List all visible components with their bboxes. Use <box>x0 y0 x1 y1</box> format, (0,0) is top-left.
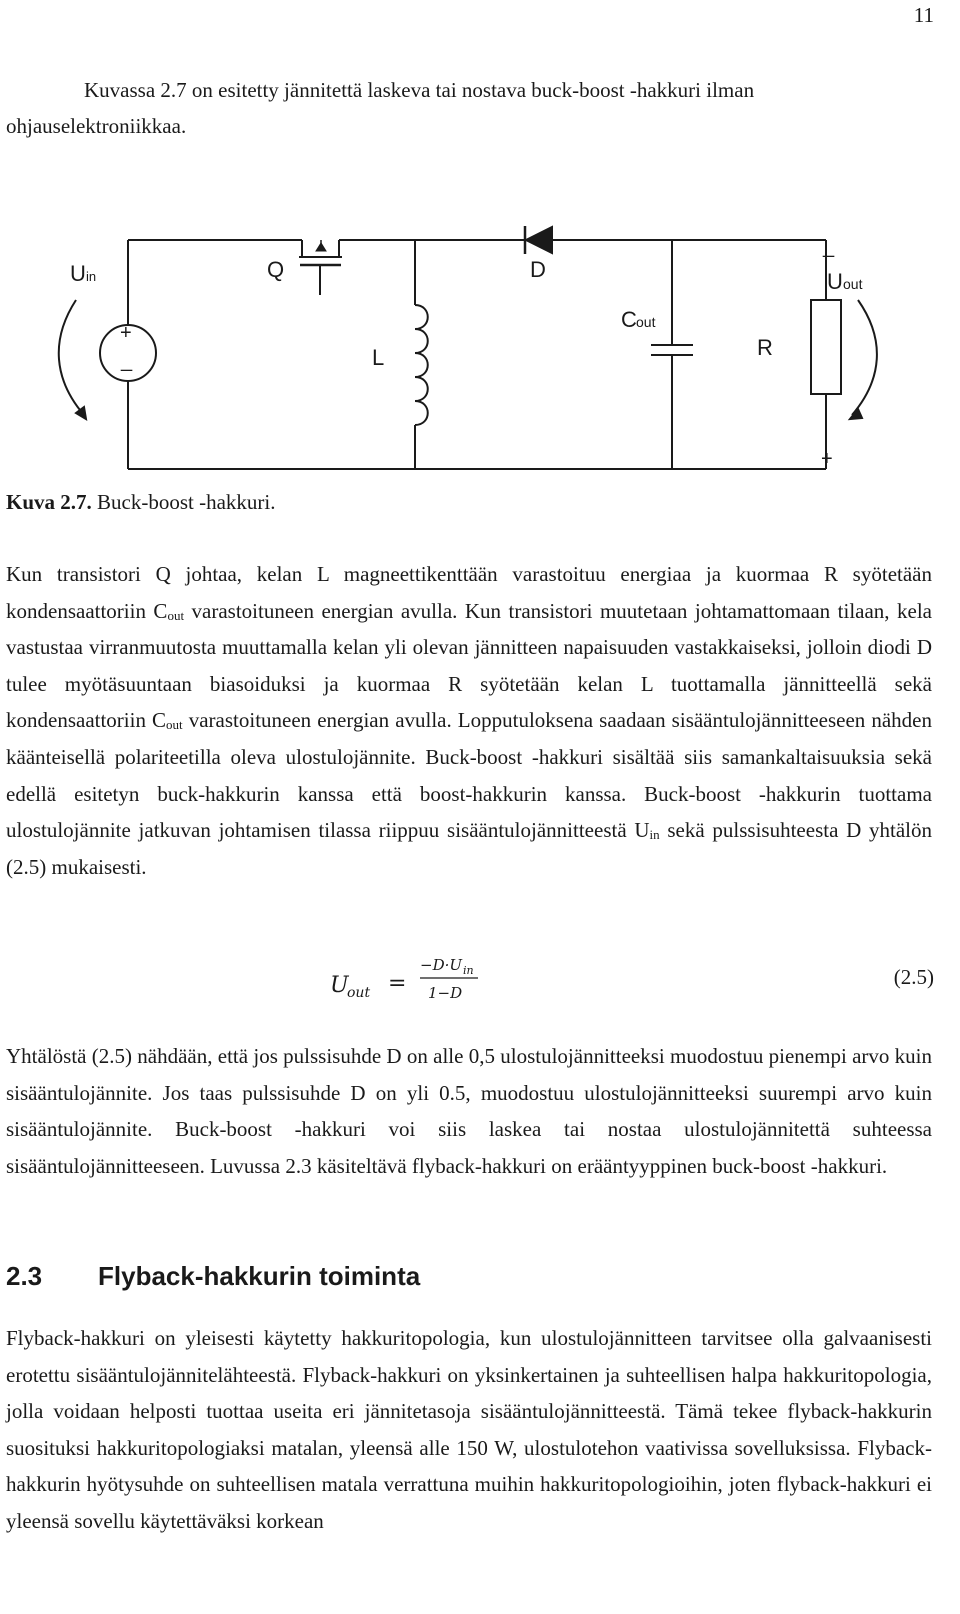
para1-text-1: Kun transistori Q johtaa, kelan L magneettikenttään varastoituu energiaa ja kuormaa R syötetään kondensaattoriin C <box>6 562 932 623</box>
equation-equals: = <box>388 971 407 996</box>
equation-lhs: U <box>330 973 349 998</box>
label-d: D <box>530 257 546 282</box>
para1-text-4: sekä pulssisuhteesta D yhtälön (2.5) mukaisesti. <box>6 818 932 879</box>
section-title: Flyback-hakkurin toiminta <box>98 1261 421 1291</box>
para1-sub-2: out <box>166 717 183 733</box>
intro-text: Kuvassa 2.7 on esitetty jännitettä laskeva tai nostava buck-boost -hakkuri ilman ohjauselektroniikkaa. <box>6 78 755 138</box>
inductor-l-symbol <box>415 240 428 469</box>
body-paragraph-2: Yhtälöstä (2.5) nähdään, että jos pulssisuhde D on alle 0,5 ulostulojännitteeksi muodostuu pienempi arvo kuin sisääntulojännite. Jos taas pulssisuhde D on yli 0.5, muodostuu ulostulojännitteeksi suurempi arvo kuin sisääntulojännite. Buck-boost -hakkuri voi siis laskea tai nostaa ulostulojännitettä suhteessa sisääntulojännitteeseen. Luvussa 2.3 käsiteltävä flyback-hakkuri on erääntyyppinen buck-boost -hakkuri. <box>6 1044 932 1178</box>
figure-caption <box>6 484 276 520</box>
label-u-out-sub: out <box>843 276 863 292</box>
label-q: Q <box>267 257 285 282</box>
body-paragraph-3: Flyback-hakkuri on yleisesti käytetty hakkuritopologia, kun ulostulojännitteen tarvitsee olla galvaanisesti erotettu sisääntulojännitelähteestä. Flyback-hakkuri on yksinkertainen ja suhteellisen halpa hakkuritopologia, jolla voidaan helposti tuottaa useita eri jännitetasoja sisääntulojännitteestä. Tämä tekee flyback-hakkurin suosituksi hakkuritopologiaksi matalan, yleensä alle 150 W, ulostulotehon vaativissa sovelluksissa. Flyback-hakkurin hyötysuhde on suhteellisen matala verrattuna muihin hakkuritopologioihin, joten flyback-hakkuri ei yleensä sovellu käytettäväksi korkean <box>6 1326 932 1533</box>
body-paragraph-1 <box>6 556 932 885</box>
para1-text-2: varastoituneen energian avulla. Kun transistori muutetaan johtamattomaan tilaan, kela vastustaa virranmuutosta muuttamalla kelan yli olevan jännitteen napaisuuden vastakkaiseksi, jolloin diodi D tulee myötäsuuntaan biasoiduksi ja kuormaa R syötetään kelan L tuottamalla jännitteellä sekä kondensaattoriin C <box>6 598 932 733</box>
equation-numerator-sub: in <box>463 964 474 977</box>
label-u-out: U <box>827 269 843 294</box>
label-source-minus: _ <box>121 350 133 372</box>
equation-svg <box>0 950 960 1010</box>
resistor-r-symbol <box>811 300 841 394</box>
label-c-out-sub: out <box>636 314 656 330</box>
label-c-out: C <box>621 307 637 332</box>
equation-2-5 <box>0 950 960 1010</box>
label-r: R <box>757 335 773 360</box>
section-number: 2.3 <box>6 1261 43 1291</box>
para1-sub-1: out <box>167 607 185 623</box>
output-voltage-arrow-icon <box>850 300 877 419</box>
caption-label: Kuva 2.7. <box>6 490 92 514</box>
label-source-plus: + <box>120 322 132 344</box>
equation-number: (2.5) <box>893 965 934 989</box>
capacitor-cout-symbol <box>651 240 693 469</box>
circuit-diagram <box>40 215 920 490</box>
section-heading <box>6 1258 420 1294</box>
page-number: 11 <box>913 3 934 27</box>
equation-denominator: 1−D <box>428 984 463 1002</box>
buck-boost-circuit-figure <box>40 215 920 490</box>
para1-text-3: varastoituneen energian avulla. Lopputuloksena saadaan sisääntulojännitteeseen nähden käänteisellä polariteetilla oleva ulostulojännite. Buck-boost -hakkuri sisältää siis samankaltaisuuksia sekä edellä esitetyn buck-hakkurin kanssa että boost-hakkurin kanssa. Buck-boost -hakkurin tuottama ulostulojännite jatkuvan johtamisen tilassa riippuu sisääntulojännitteestä U <box>6 708 932 843</box>
equation-lhs-sub: out <box>347 985 371 1001</box>
diode-d-symbol <box>525 226 552 254</box>
equation-numerator: −D·U <box>420 956 463 974</box>
label-l: L <box>372 345 385 370</box>
para1-sub-3: in <box>649 827 660 843</box>
label-u-in: U <box>70 261 86 286</box>
input-voltage-arrow-icon <box>59 300 86 419</box>
label-u-in-sub: in <box>86 269 97 284</box>
transistor-q-symbol <box>299 240 342 295</box>
label-out-plus: + <box>821 448 833 470</box>
caption-text: Buck-boost -hakkuri. <box>91 490 276 514</box>
intro-paragraph <box>6 72 930 144</box>
label-out-minus: _ <box>823 236 835 258</box>
